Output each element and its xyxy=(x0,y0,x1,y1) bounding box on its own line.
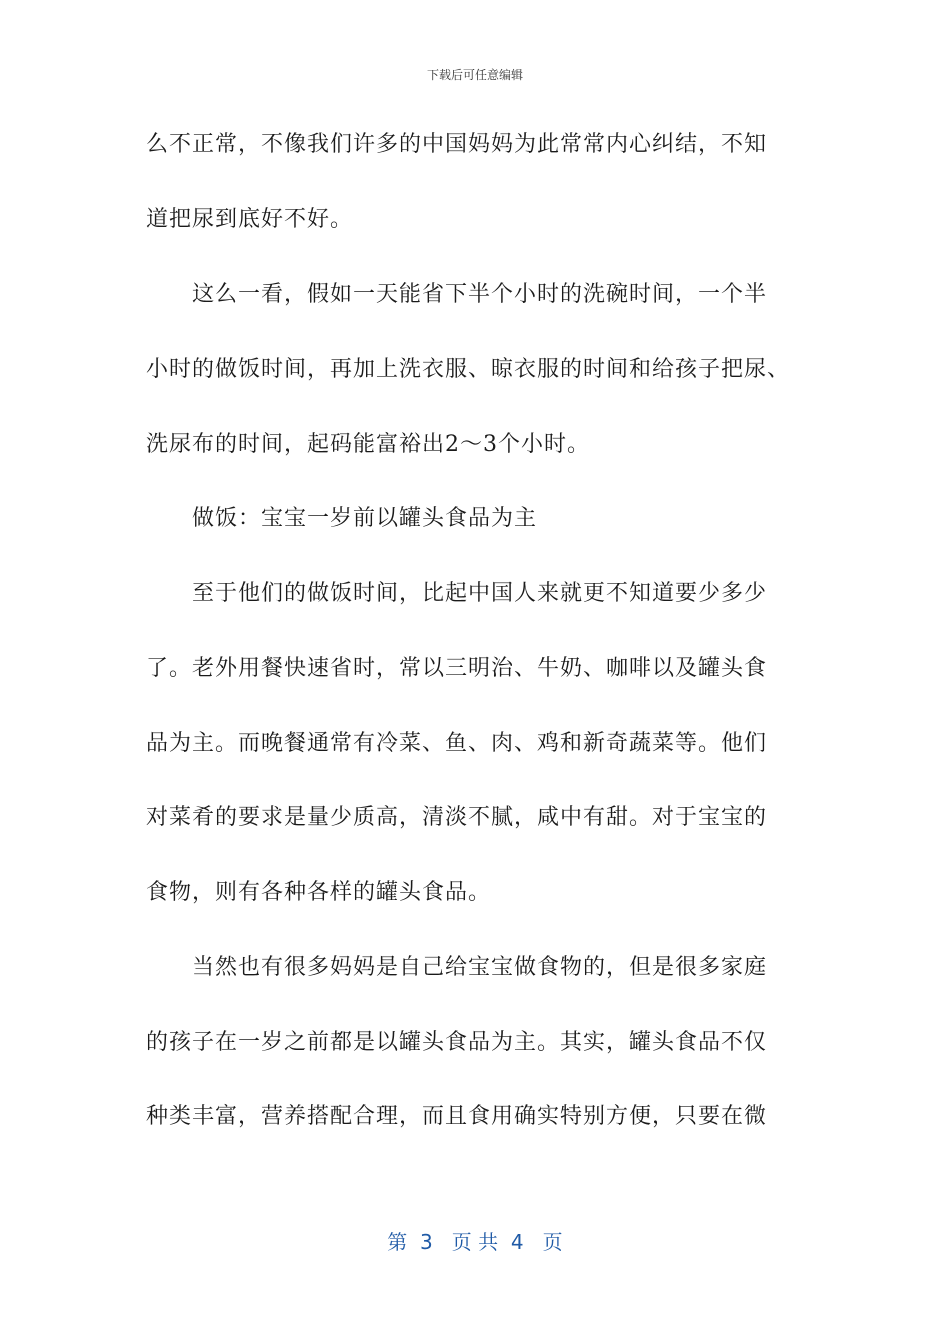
body-line: 道把尿到底好不好。 xyxy=(146,207,354,232)
body-line: 种类丰富，营养搭配合理，而且食用确实特别方便，只要在微 xyxy=(146,1104,768,1129)
body-line: 了。老外用餐快速省时，常以三明治、牛奶、咖啡以及罐头食 xyxy=(146,656,768,681)
body-line: 么不正常，不像我们许多的中国妈妈为此常常内心纠结，不知 xyxy=(146,132,768,157)
page-header: 下载后可任意编辑 xyxy=(426,68,523,82)
body-line: 品为主。而晚餐通常有冷菜、鱼、肉、鸡和新奇蔬菜等。他们 xyxy=(146,731,768,756)
body-line: 对菜肴的要求是量少质高，清淡不腻，咸中有甜。对于宝宝的 xyxy=(146,805,768,830)
body-line: 当然也有很多妈妈是自己给宝宝做食物的，但是很多家庭 xyxy=(192,955,768,980)
body-line: 至于他们的做饭时间，比起中国人来就更不知道要少多少 xyxy=(192,581,768,606)
page-number: 第 3 页 共 4 页 xyxy=(387,1230,563,1254)
body-line: 小时的做饭时间，再加上洗衣服、晾衣服的时间和给孩子把尿、 xyxy=(146,357,791,382)
body-line: 的孩子在一岁之前都是以罐头食品为主。其实，罐头食品不仅 xyxy=(146,1030,768,1055)
body-line: 洗尿布的时间，起码能富裕出2～3个小时。 xyxy=(146,432,590,457)
body-line: 这么一看，假如一天能省下半个小时的洗碗时间，一个半 xyxy=(192,282,768,307)
section-heading: 做饭：宝宝一岁前以罐头食品为主 xyxy=(192,506,538,531)
body-line: 食物，则有各种各样的罐头食品。 xyxy=(146,880,492,905)
